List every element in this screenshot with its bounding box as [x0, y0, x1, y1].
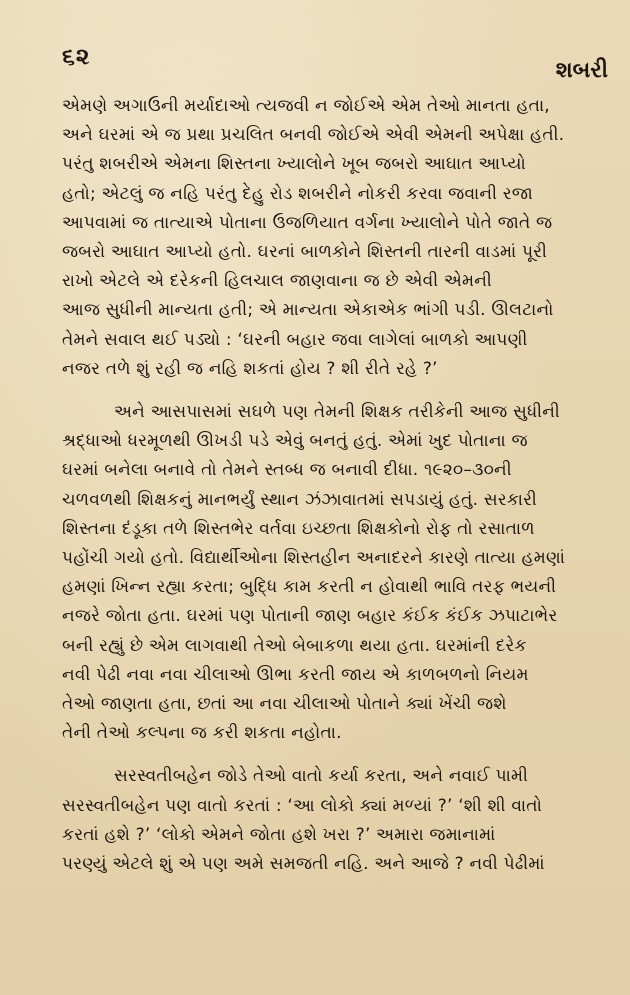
text-line: સરસ્વતીબહેન પણ વાતો કરતાં : ‘આ લોકો ક્યાં મળ્યાં ?’ ‘શી શી વાતો [62, 795, 543, 816]
page-number: ૬૨ [62, 44, 91, 70]
text-line: શિસ્તના દંડૂકા તળે શિસ્તભેર વર્તવા ઇચ્છતા શિક્ષકોનો રોફ તો રસાતાળ [62, 518, 535, 539]
text-line: પરંતુ શબરીએ એમના શિસ્તના ખ્યાલોને ખૂબ જબરો આઘાત આપ્યો [62, 154, 526, 175]
body-text [62, 92, 598, 893]
text-line: હતો; એટલું જ નહિ પરંતુ દેહુ રોડ શબરીને નોકરી કરવા જવાની રજા [62, 183, 533, 204]
paragraph [62, 92, 598, 384]
paragraph [62, 398, 598, 748]
text-line: બની રહ્યું છે એમ લાગવાથી તેઓ બેબાકળા થયા હતા. ઘરમાંની દરેક [62, 635, 527, 656]
text-line: સરસ્વતીબહેન જોડે તેઓ વાતો કર્યા કરતા, અને નવાઈ પામી [114, 766, 529, 787]
text-line: નવી પેઢી નવા નવા ચીલાઓ ઊભા કરતી જાય એ કાળબળનો નિયમ [62, 664, 529, 685]
text-line: હમણાં ખિન્ન રહ્યા કરતા; બુદ્ધિ કામ કરતી ન હોવાથી ભાવિ તરફ ભયની [62, 577, 557, 598]
text-line: ચળવળથી શિક્ષકનું માનભર્યું સ્થાન ઝંઝાવાતમાં સપડાયું હતું. સરકારી [62, 489, 537, 510]
paragraph [62, 762, 598, 879]
text-line: અને ઘરમાં એ જ પ્રથા પ્રચલિત બનવી જોઈએ એવી એમની અપેક્ષા હતી. [62, 125, 565, 146]
text-line: તેમને સવાલ થઈ પડ્યો : ‘ઘરની બહાર જવા લાગેલાં બાળકો આપણી [62, 329, 528, 350]
text-line: પરણ્યું એટલે શું એ પણ અમે સમજતી નહિ. અને આજે ? નવી પેઢીમાં [62, 854, 545, 875]
text-line: પહોંચી ગયો હતો. વિદ્યાર્થીઓના શિસ્તહીન અનાદરને કારણે તાત્યા હમણાં [62, 548, 566, 569]
text-line: આપવામાં જ તાત્યાએ પોતાના ઉજળિયાત વર્ગના ખ્યાલોને પોતે જાતે જ [62, 212, 553, 233]
text-line: ઘરમાં બનેલા બનાવે તો તેમને સ્તબ્ધ જ બનાવી દીધા. ૧૯૨૦–૩૦ની [62, 460, 512, 481]
text-line: તેઓ જાણતા હતા, છતાં આ નવા ચીલાઓ પોતાને ક્યાં ખેંચી જશે [62, 694, 507, 715]
text-line: નજરે જોતા હતા. ઘરમાં પણ પોતાની જાણ બહાર કંઈક કંઈક ઝપાટાભેર [62, 606, 558, 627]
text-line: નજર તળે શું રહી જ નહિ શકતાં હોય ? શી રીતે રહે ?’ [62, 358, 438, 379]
text-line: રાખો એટલે એ દરેકની હિલચાલ જાણવાના જ છે એવી એમની [62, 271, 492, 292]
running-head-title: શબરી [555, 58, 608, 83]
text-line: એમણે અગાઉની મર્યાદાઓ ત્યજવી ન જોઈએ એમ તેઓ માનતા હતા, [62, 96, 550, 116]
text-line: અને આસપાસમાં સઘળે પણ તેમની શિક્ષક તરીકેની આજ સુધીની [114, 402, 560, 423]
text-line: આજ સુધીની માન્યતા હતી; એ માન્યતા એકાએક ભાંગી પડી. ઊલટાનો [62, 300, 554, 321]
text-line: કરતાં હશે ?’ ‘લોકો એમને જોતા હશે ખરા ?’ અમારા જમાનામાં [62, 824, 496, 845]
text-line: જબરો આઘાત આપ્યો હતો. ઘરનાં બાળકોને શિસ્તની તારની વાડમાં પૂરી [62, 242, 548, 263]
text-line: તેની તેઓ કલ્પના જ કરી શકતા નહોતા. [62, 723, 342, 744]
text-line: શ્રદ્ધાઓ ધરમૂળથી ઊખડી પડે એવું બનતું હતું. એમાં ખુદ પોતાના જ [62, 431, 528, 452]
